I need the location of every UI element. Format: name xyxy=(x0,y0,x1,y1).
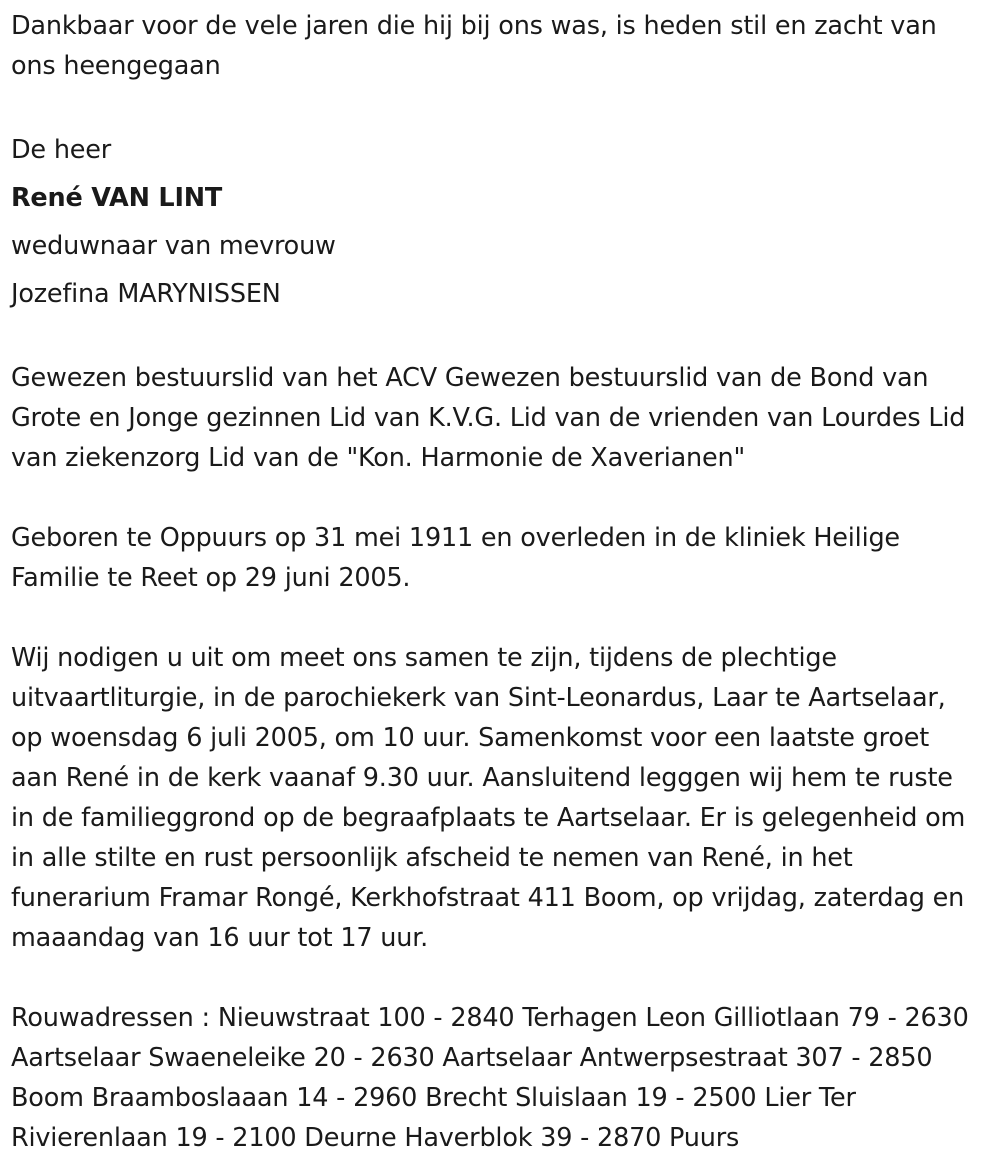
deceased-block xyxy=(11,126,982,318)
birth-death-text: Geboren te Oppuurs op 31 mei 1911 en overleden in de kliniek Heilige Familie te Reet op 29 juni 2005. xyxy=(11,523,900,593)
addresses-text: Rouwadressen : Nieuwstraat 100 - 2840 Terhagen Leon Gilliotlaan 79 - 2630 Aartselaar Swaeneleike 20 - 2630 Aartselaar Antwerpsestraat 307 - 2850 Boom Braamboslaaan 14 - 2960 Brecht Sluislaan 19 - 2500 Lier Ter Rivierenlaan 19 - 2100 Deurne Haverblok 39 - 2870 Puurs xyxy=(11,1003,969,1153)
spouse-name: Jozefina MARYNISSEN xyxy=(11,279,281,309)
intro-text: Dankbaar voor de vele jaren die hij bij ons was, is heden stil en zacht van ons heengegaan xyxy=(11,11,937,81)
widower-line: weduwnaar van mevrouw xyxy=(11,231,336,261)
funeral-text: Wij nodigen u uit om meet ons samen te zijn, tijdens de plechtige uitvaartliturgie, in de parochiekerk van Sint-Leonardus, Laar te Aartselaar, op woensdag 6 juli 2005, om 10 uur. Samenkomst voor een laatste groet aan René in de kerk vaanaf 9.30 uur. Aansluitend legggen wij hem te ruste in de familieggrond op de begraafplaats te Aartselaar. Er is gelegenheid om in alle stilte en rust persoonlijk afscheid te nemen van René, in het funerarium Framar Rongé, Kerkhofstraat 411 Boom, op vrijdag, zaterdag en maaandag van 16 uur tot 17 uur. xyxy=(11,643,966,953)
deceased-name: René VAN LINT xyxy=(11,183,223,213)
memberships-text: Gewezen bestuurslid van het ACV Gewezen bestuurslid van de Bond van Grote en Jonge gezinnen Lid van K.V.G. Lid van de vrienden van Lourdes Lid van ziekenzorg Lid van de "Kon. Harmonie de Xaverianen" xyxy=(11,363,966,473)
salutation: De heer xyxy=(11,135,112,165)
